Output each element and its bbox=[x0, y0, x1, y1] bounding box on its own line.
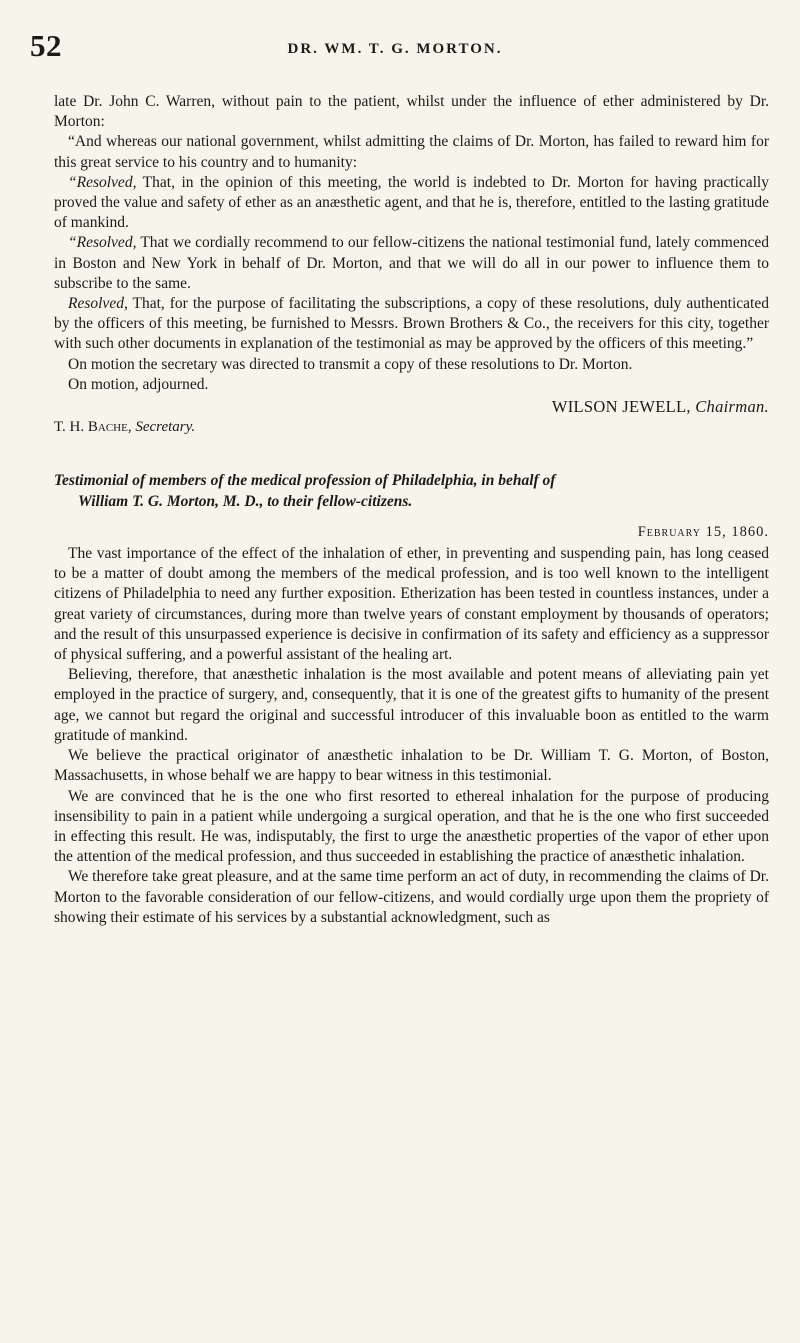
caption-line-2: William T. G. Morton, M. D., to their fellow-citizens. bbox=[78, 492, 413, 510]
paragraph: Believing, therefore, that anæsthetic inhalation is the most available and potent means of alleviating pain yet employed in the practice of surgery, and, consequently, that it is one of the greatest gifts to humanity of the present age, we cannot but regard the original and successful introducer of this invaluable boon as entitled to the warm gratitude of mankind. bbox=[54, 666, 769, 744]
resolution-text: That, in the opinion of this meeting, the world is indebted to Dr. Morton for having practically proved the value and safety of ether as an anæsthetic agent, and that he is, therefore, entitled to the lasting gratitude of mankind. bbox=[54, 173, 769, 232]
paragraph: We therefore take great pleasure, and at the same time perform an act of duty, in recommending the claims of Dr. Morton to the favorable consideration of our fellow-citizens, and would cordially urge upon them the propriety of showing their estimate of his services by a substantial acknowledgment, such as bbox=[54, 868, 769, 926]
paragraph: The vast importance of the effect of the inhalation of ether, in preventing and suspending pain, has long ceased to be a matter of doubt among the members of the medical profession, and is too well known to the intelligent citizens of Philadelphia to need any further exposition. Etherization has been tested in countless instances, under a great variety of circumstances, during more than twelve years of constant employment by thousands of operators; and the result of this unsurpassed experience is decisive in confirmation of its safety and efficiency as a suppressor of physical suffering, and a powerful assistant of the healing art. bbox=[54, 545, 769, 664]
paragraph: On motion, adjourned. bbox=[68, 375, 209, 393]
secretary-title: Secretary. bbox=[135, 419, 196, 436]
section-gap bbox=[54, 437, 769, 471]
paragraph: We believe the practical originator of anæsthetic inhalation to be Dr. William T. G. Morton, of Boston, Massachusetts, in whose behalf we are happy to bear witness in this testimonial. bbox=[54, 747, 769, 785]
testimonial-caption bbox=[54, 471, 769, 511]
secretary-signature bbox=[54, 417, 769, 437]
running-head: DR. WM. T. G. MORTON. bbox=[287, 41, 503, 57]
secretary-name: T. H. Bache, bbox=[54, 419, 132, 436]
paragraph: We are convinced that he is the one who first resorted to ethereal inhalation for the purpose of producing insensibility to pain in a patient while undergoing a surgical operation, and that he is the one who first succeeded in effecting this result. He was, indisputably, the first to urge the anæsthetic properties of the vapor of ether upon the attention of the medical profession, and thus succeeded in establishing the practice of anæsthetic inhalation. bbox=[54, 787, 769, 866]
resolution bbox=[54, 233, 769, 294]
resolution bbox=[54, 294, 769, 355]
chairman-signature bbox=[54, 397, 769, 417]
resolution-text: That we cordially recommend to our fellow-citizens the national testimonial fund, lately commenced in Boston and New York in behalf of Dr. Morton, and that we will do all in our power to influence them to subscribe to the same. bbox=[54, 234, 769, 292]
paragraph: “And whereas our national government, whilst admitting the claims of Dr. Morton, has failed to reward him for this great service to his country and to humanity: bbox=[54, 133, 769, 171]
dateline: February 15, 1860. bbox=[637, 523, 769, 540]
chairman-name: WILSON JEWELL, bbox=[551, 397, 691, 417]
resolved-lead: Resolved, bbox=[68, 295, 128, 313]
caption-line-1: Testimonial of members of the medical profession of Philadelphia, in behalf of bbox=[54, 472, 556, 490]
page-number: 52 bbox=[30, 28, 62, 63]
paragraph: On motion the secretary was directed to transmit a copy of these resolutions to Dr. Morton. bbox=[68, 355, 633, 373]
paragraph: late Dr. John C. Warren, without pain to the patient, whilst under the influence of ether administered by Dr. Morton: bbox=[54, 93, 769, 131]
resolved-lead: “Resolved, bbox=[68, 173, 137, 191]
page-header bbox=[30, 28, 760, 68]
chairman-title: Chairman. bbox=[695, 397, 769, 417]
resolved-lead: “Resolved, bbox=[68, 234, 137, 252]
body-text bbox=[54, 92, 769, 928]
resolution-text: That, for the purpose of facilitating the subscriptions, a copy of these resolutions, duly authenticated by the officers of this meeting, be furnished to Messrs. Brown Brothers & Co., the receivers for this city, together with such other documents in explanation of the testimonial as may be approved by the officers of this meeting.” bbox=[54, 295, 769, 353]
resolution bbox=[54, 173, 769, 234]
